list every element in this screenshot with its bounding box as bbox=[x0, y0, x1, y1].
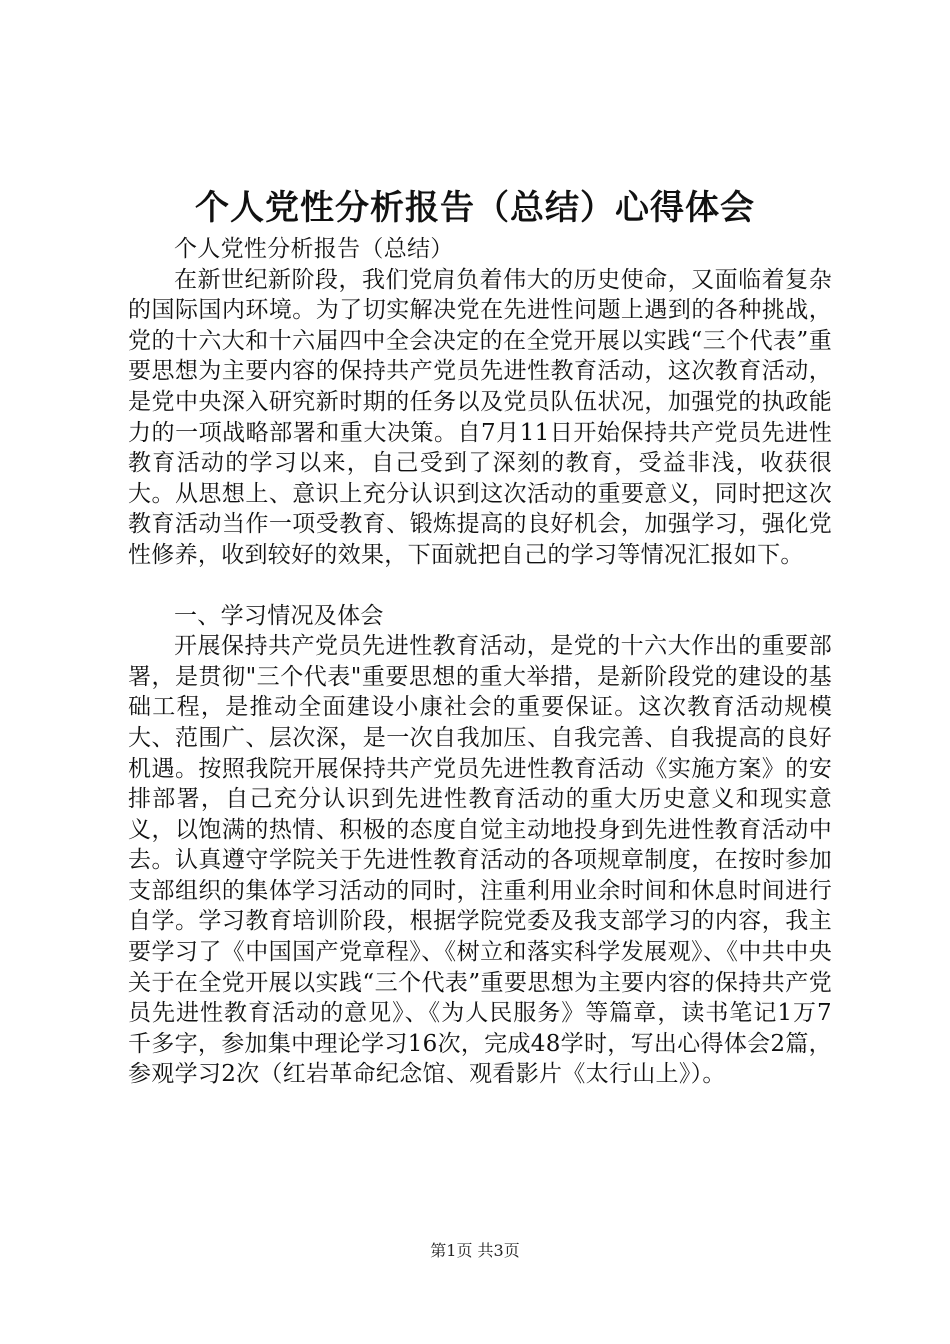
paragraph-spacer bbox=[128, 571, 832, 601]
document-title: 个人党性分析报告（总结）心得体会 bbox=[195, 188, 755, 228]
document-subtitle: 个人党性分析报告（总结） bbox=[174, 236, 454, 262]
intro-paragraph: 在新世纪新阶段，我们党肩负着伟大的历史使命，又面临着复杂的国际国内环境。为了切实解决党在先进性问题上遇到的各种挑战，党的十六大和十六届四中全会决定的在全党开展以实践“三个代表”重要思想为主要内容的保持共产党员先进性教育活动，这次教育活动，是党中央深入研究新时期的任务以及党员队伍状况，加强党的执政能力的一项战略部署和重大决策。自7月11日开始保持共产党员先进性教育活动的学习以来，自己受到了深刻的教育，受益非浅，收获很大。从思想上、意识上充分认识到这次活动的重要意义，同时把这次教育活动当作一项受教育、锻炼提高的良好机会，加强学习，强化党性修养，收到较好的效果，下面就把自己的学习等情况汇报如下。 bbox=[128, 266, 832, 568]
page-footer: 第1页 共3页 bbox=[430, 1241, 520, 1260]
section-heading: 一、学习情况及体会 bbox=[174, 602, 384, 629]
document-body bbox=[128, 234, 832, 1090]
section-paragraph: 开展保持共产党员先进性教育活动，是党的十六大作出的重要部署，是贯彻"三个代表"重要思想的重大举措，是新阶段党的建设的基础工程，是推动全面建设小康社会的重要保证。这次教育活动规模大、范围广、层次深，是一次自我加压、自我完善、自我提高的良好机遇。按照我院开展保持共产党员先进性教育活动《实施方案》的安排部署，自己充分认识到先进性教育活动的重大历史意义和现实意义，以饱满的热情、积极的态度自觉主动地投身到先进性教育活动中去。认真遵守学院关于先进性教育活动的各项规章制度，在按时参加支部组织的集体学习活动的同时，注重利用业余时间和休息时间进行自学。学习教育培训阶段，根据学院党委及我支部学习的内容，我主要学习了《中国国产党章程》、《树立和落实科学发展观》、《中共中央关于在全党开展以实践“三个代表”重要思想为主要内容的保持共产党员先进性教育活动的意见》、《为人民服务》等篇章，读书笔记1万7千多字，参加集中理论学习16次，完成48学时，写出心得体会2篇，参观学习2次（红岩革命纪念馆、观看影片《太行山上》）。 bbox=[128, 633, 832, 1088]
